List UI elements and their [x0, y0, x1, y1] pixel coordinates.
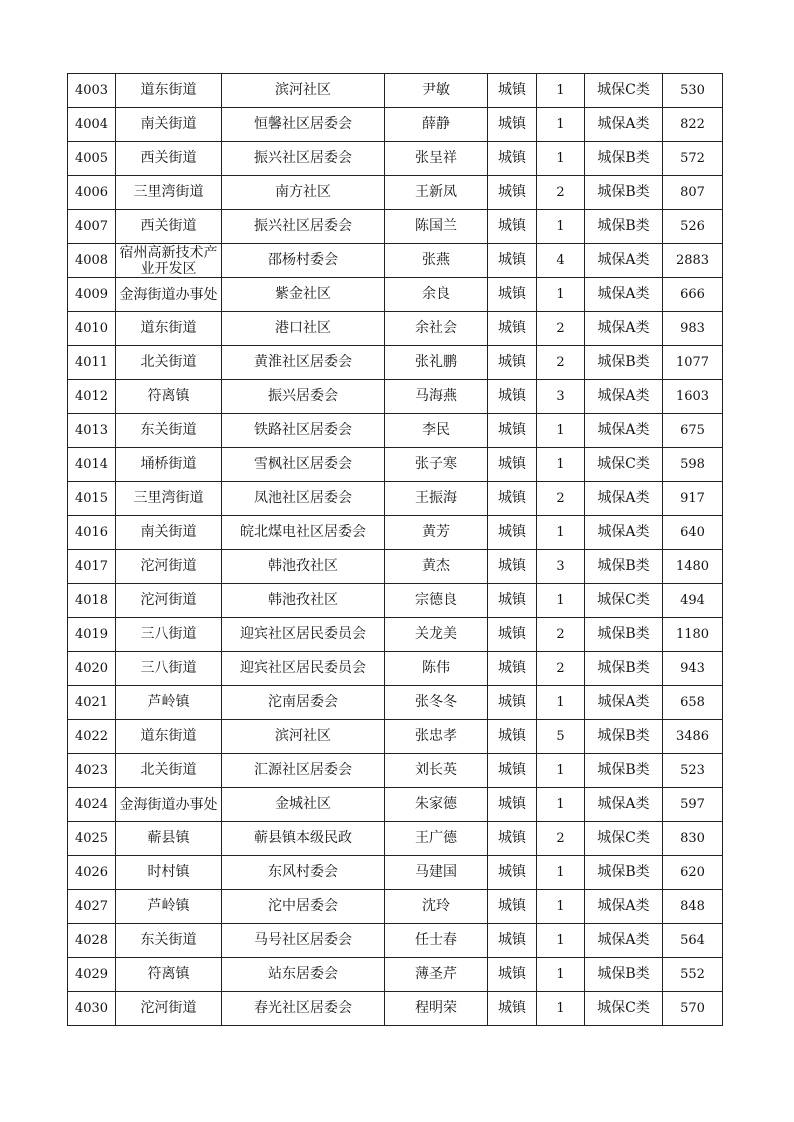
- name-cell: 沈玲: [385, 890, 488, 924]
- community-cell: 蕲县镇本级民政: [222, 822, 385, 856]
- table-row: [68, 278, 723, 312]
- community-cell: 恒馨社区居委会: [222, 108, 385, 142]
- category-cell: 城保C类: [585, 822, 663, 856]
- amount-cell: 523: [663, 754, 723, 788]
- category-cell: 城保A类: [585, 924, 663, 958]
- id-cell: 4023: [68, 754, 116, 788]
- street-cell: 埇桥街道: [116, 448, 222, 482]
- category-cell: 城保B类: [585, 176, 663, 210]
- category-cell: 城保C类: [585, 992, 663, 1026]
- category-cell: 城保B类: [585, 618, 663, 652]
- amount-cell: 2883: [663, 244, 723, 278]
- category-cell: 城保B类: [585, 754, 663, 788]
- type-cell: 城镇: [488, 312, 537, 346]
- table-row: [68, 788, 723, 822]
- amount-cell: 830: [663, 822, 723, 856]
- street-cell: 道东街道: [116, 312, 222, 346]
- type-cell: 城镇: [488, 992, 537, 1026]
- community-cell: 春光社区居委会: [222, 992, 385, 1026]
- community-cell: 港口社区: [222, 312, 385, 346]
- type-cell: 城镇: [488, 584, 537, 618]
- count-cell: 1: [537, 74, 585, 108]
- name-cell: 程明荣: [385, 992, 488, 1026]
- id-cell: 4013: [68, 414, 116, 448]
- street-cell: 芦岭镇: [116, 890, 222, 924]
- name-cell: 关龙美: [385, 618, 488, 652]
- community-cell: 金城社区: [222, 788, 385, 822]
- id-cell: 4003: [68, 74, 116, 108]
- community-cell: 东风村委会: [222, 856, 385, 890]
- amount-cell: 526: [663, 210, 723, 244]
- id-cell: 4011: [68, 346, 116, 380]
- amount-cell: 494: [663, 584, 723, 618]
- community-cell: 凤池社区居委会: [222, 482, 385, 516]
- category-cell: 城保A类: [585, 482, 663, 516]
- street-cell: 符离镇: [116, 380, 222, 414]
- street-cell: 三里湾街道: [116, 482, 222, 516]
- count-cell: 1: [537, 210, 585, 244]
- type-cell: 城镇: [488, 550, 537, 584]
- type-cell: 城镇: [488, 686, 537, 720]
- type-cell: 城镇: [488, 244, 537, 278]
- amount-cell: 666: [663, 278, 723, 312]
- street-cell: 符离镇: [116, 958, 222, 992]
- category-cell: 城保B类: [585, 142, 663, 176]
- category-cell: 城保A类: [585, 788, 663, 822]
- community-cell: 黄淮社区居委会: [222, 346, 385, 380]
- id-cell: 4018: [68, 584, 116, 618]
- name-cell: 王广德: [385, 822, 488, 856]
- type-cell: 城镇: [488, 278, 537, 312]
- type-cell: 城镇: [488, 788, 537, 822]
- amount-cell: 1180: [663, 618, 723, 652]
- amount-cell: 1603: [663, 380, 723, 414]
- count-cell: 1: [537, 448, 585, 482]
- id-cell: 4008: [68, 244, 116, 278]
- category-cell: 城保A类: [585, 380, 663, 414]
- table-row: [68, 74, 723, 108]
- count-cell: 1: [537, 414, 585, 448]
- type-cell: 城镇: [488, 754, 537, 788]
- category-cell: 城保B类: [585, 346, 663, 380]
- count-cell: 2: [537, 822, 585, 856]
- amount-cell: 572: [663, 142, 723, 176]
- community-cell: 铁路社区居委会: [222, 414, 385, 448]
- street-cell: 沱河街道: [116, 584, 222, 618]
- count-cell: 1: [537, 788, 585, 822]
- category-cell: 城保A类: [585, 890, 663, 924]
- street-cell: 东关街道: [116, 924, 222, 958]
- type-cell: 城镇: [488, 108, 537, 142]
- street-cell: 三八街道: [116, 618, 222, 652]
- id-cell: 4028: [68, 924, 116, 958]
- amount-cell: 807: [663, 176, 723, 210]
- amount-cell: 1480: [663, 550, 723, 584]
- amount-cell: 848: [663, 890, 723, 924]
- amount-cell: 3486: [663, 720, 723, 754]
- count-cell: 2: [537, 176, 585, 210]
- name-cell: 马海燕: [385, 380, 488, 414]
- id-cell: 4020: [68, 652, 116, 686]
- table-row: [68, 754, 723, 788]
- name-cell: 薛静: [385, 108, 488, 142]
- count-cell: 1: [537, 856, 585, 890]
- type-cell: 城镇: [488, 346, 537, 380]
- category-cell: 城保B类: [585, 652, 663, 686]
- amount-cell: 917: [663, 482, 723, 516]
- amount-cell: 640: [663, 516, 723, 550]
- table-row: [68, 720, 723, 754]
- community-cell: 雪枫社区居委会: [222, 448, 385, 482]
- count-cell: 1: [537, 142, 585, 176]
- count-cell: 2: [537, 618, 585, 652]
- amount-cell: 943: [663, 652, 723, 686]
- amount-cell: 570: [663, 992, 723, 1026]
- community-cell: 迎宾社区居民委员会: [222, 618, 385, 652]
- amount-cell: 564: [663, 924, 723, 958]
- amount-cell: 822: [663, 108, 723, 142]
- street-cell: 沱河街道: [116, 550, 222, 584]
- name-cell: 刘长英: [385, 754, 488, 788]
- name-cell: 任士春: [385, 924, 488, 958]
- count-cell: 1: [537, 686, 585, 720]
- table-row: [68, 618, 723, 652]
- category-cell: 城保C类: [585, 584, 663, 618]
- id-cell: 4005: [68, 142, 116, 176]
- community-cell: 紫金社区: [222, 278, 385, 312]
- type-cell: 城镇: [488, 210, 537, 244]
- type-cell: 城镇: [488, 720, 537, 754]
- type-cell: 城镇: [488, 142, 537, 176]
- name-cell: 陈国兰: [385, 210, 488, 244]
- count-cell: 1: [537, 278, 585, 312]
- table-row: [68, 210, 723, 244]
- street-cell: 北关街道: [116, 754, 222, 788]
- community-cell: 邵杨村委会: [222, 244, 385, 278]
- id-cell: 4010: [68, 312, 116, 346]
- amount-cell: 530: [663, 74, 723, 108]
- table-row: [68, 414, 723, 448]
- type-cell: 城镇: [488, 822, 537, 856]
- count-cell: 4: [537, 244, 585, 278]
- id-cell: 4027: [68, 890, 116, 924]
- street-cell: 西关街道: [116, 142, 222, 176]
- name-cell: 张呈祥: [385, 142, 488, 176]
- count-cell: 1: [537, 754, 585, 788]
- type-cell: 城镇: [488, 958, 537, 992]
- table-row: [68, 142, 723, 176]
- id-cell: 4016: [68, 516, 116, 550]
- table-row: [68, 108, 723, 142]
- type-cell: 城镇: [488, 380, 537, 414]
- count-cell: 3: [537, 550, 585, 584]
- category-cell: 城保C类: [585, 74, 663, 108]
- id-cell: 4004: [68, 108, 116, 142]
- street-cell: 道东街道: [116, 720, 222, 754]
- category-cell: 城保B类: [585, 720, 663, 754]
- community-cell: 振兴居委会: [222, 380, 385, 414]
- category-cell: 城保B类: [585, 958, 663, 992]
- name-cell: 张忠孝: [385, 720, 488, 754]
- category-cell: 城保B类: [585, 210, 663, 244]
- name-cell: 张子寒: [385, 448, 488, 482]
- id-cell: 4007: [68, 210, 116, 244]
- category-cell: 城保B类: [585, 856, 663, 890]
- community-cell: 韩池孜社区: [222, 550, 385, 584]
- type-cell: 城镇: [488, 856, 537, 890]
- count-cell: 2: [537, 652, 585, 686]
- street-cell: 道东街道: [116, 74, 222, 108]
- count-cell: 3: [537, 380, 585, 414]
- type-cell: 城镇: [488, 652, 537, 686]
- count-cell: 1: [537, 992, 585, 1026]
- amount-cell: 597: [663, 788, 723, 822]
- id-cell: 4015: [68, 482, 116, 516]
- name-cell: 王新凤: [385, 176, 488, 210]
- street-cell: 金海街道办事处: [116, 278, 222, 312]
- community-cell: 南方社区: [222, 176, 385, 210]
- table-row: [68, 312, 723, 346]
- type-cell: 城镇: [488, 176, 537, 210]
- street-cell: 北关街道: [116, 346, 222, 380]
- count-cell: 1: [537, 108, 585, 142]
- table-row: [68, 550, 723, 584]
- table-row: [68, 176, 723, 210]
- name-cell: 朱家德: [385, 788, 488, 822]
- community-cell: 皖北煤电社区居委会: [222, 516, 385, 550]
- name-cell: 陈伟: [385, 652, 488, 686]
- table-row: [68, 380, 723, 414]
- community-cell: 沱中居委会: [222, 890, 385, 924]
- name-cell: 张燕: [385, 244, 488, 278]
- community-cell: 汇源社区居委会: [222, 754, 385, 788]
- name-cell: 尹敏: [385, 74, 488, 108]
- category-cell: 城保A类: [585, 108, 663, 142]
- amount-cell: 620: [663, 856, 723, 890]
- category-cell: 城保C类: [585, 448, 663, 482]
- id-cell: 4019: [68, 618, 116, 652]
- count-cell: 1: [537, 890, 585, 924]
- table-row: [68, 924, 723, 958]
- name-cell: 张冬冬: [385, 686, 488, 720]
- count-cell: 1: [537, 924, 585, 958]
- name-cell: 张礼鹏: [385, 346, 488, 380]
- count-cell: 5: [537, 720, 585, 754]
- type-cell: 城镇: [488, 448, 537, 482]
- community-cell: 振兴社区居委会: [222, 142, 385, 176]
- table-row: [68, 448, 723, 482]
- count-cell: 1: [537, 958, 585, 992]
- category-cell: 城保B类: [585, 550, 663, 584]
- table-row: [68, 958, 723, 992]
- community-cell: 韩池孜社区: [222, 584, 385, 618]
- type-cell: 城镇: [488, 618, 537, 652]
- name-cell: 薄圣芹: [385, 958, 488, 992]
- records-table: [67, 73, 723, 1026]
- street-cell: 宿州高新技术产业开发区: [116, 244, 222, 278]
- community-cell: 滨河社区: [222, 74, 385, 108]
- category-cell: 城保A类: [585, 516, 663, 550]
- table-row: [68, 890, 723, 924]
- street-cell: 芦岭镇: [116, 686, 222, 720]
- table-row: [68, 856, 723, 890]
- name-cell: 余社会: [385, 312, 488, 346]
- category-cell: 城保A类: [585, 312, 663, 346]
- count-cell: 1: [537, 516, 585, 550]
- table-row: [68, 244, 723, 278]
- name-cell: 黄杰: [385, 550, 488, 584]
- category-cell: 城保A类: [585, 278, 663, 312]
- type-cell: 城镇: [488, 414, 537, 448]
- id-cell: 4026: [68, 856, 116, 890]
- name-cell: 黄芳: [385, 516, 488, 550]
- count-cell: 2: [537, 482, 585, 516]
- amount-cell: 598: [663, 448, 723, 482]
- community-cell: 马号社区居委会: [222, 924, 385, 958]
- street-cell: 西关街道: [116, 210, 222, 244]
- count-cell: 1: [537, 584, 585, 618]
- id-cell: 4012: [68, 380, 116, 414]
- count-cell: 2: [537, 346, 585, 380]
- count-cell: 2: [537, 312, 585, 346]
- id-cell: 4030: [68, 992, 116, 1026]
- street-cell: 东关街道: [116, 414, 222, 448]
- table-row: [68, 346, 723, 380]
- community-cell: 迎宾社区居民委员会: [222, 652, 385, 686]
- id-cell: 4006: [68, 176, 116, 210]
- category-cell: 城保A类: [585, 244, 663, 278]
- street-cell: 时村镇: [116, 856, 222, 890]
- table-row: [68, 516, 723, 550]
- street-cell: 金海街道办事处: [116, 788, 222, 822]
- street-cell: 三里湾街道: [116, 176, 222, 210]
- table-row: [68, 686, 723, 720]
- community-cell: 沱南居委会: [222, 686, 385, 720]
- amount-cell: 658: [663, 686, 723, 720]
- street-cell: 南关街道: [116, 108, 222, 142]
- id-cell: 4021: [68, 686, 116, 720]
- id-cell: 4024: [68, 788, 116, 822]
- type-cell: 城镇: [488, 516, 537, 550]
- id-cell: 4025: [68, 822, 116, 856]
- table-row: [68, 482, 723, 516]
- community-cell: 滨河社区: [222, 720, 385, 754]
- community-cell: 振兴社区居委会: [222, 210, 385, 244]
- table-body: [68, 74, 723, 1026]
- street-cell: 南关街道: [116, 516, 222, 550]
- table-row: [68, 652, 723, 686]
- category-cell: 城保A类: [585, 686, 663, 720]
- amount-cell: 983: [663, 312, 723, 346]
- table-row: [68, 822, 723, 856]
- name-cell: 余良: [385, 278, 488, 312]
- type-cell: 城镇: [488, 482, 537, 516]
- table-row: [68, 992, 723, 1026]
- category-cell: 城保A类: [585, 414, 663, 448]
- type-cell: 城镇: [488, 924, 537, 958]
- amount-cell: 552: [663, 958, 723, 992]
- id-cell: 4009: [68, 278, 116, 312]
- id-cell: 4017: [68, 550, 116, 584]
- name-cell: 王振海: [385, 482, 488, 516]
- name-cell: 马建国: [385, 856, 488, 890]
- id-cell: 4014: [68, 448, 116, 482]
- street-cell: 三八街道: [116, 652, 222, 686]
- id-cell: 4029: [68, 958, 116, 992]
- street-cell: 蕲县镇: [116, 822, 222, 856]
- id-cell: 4022: [68, 720, 116, 754]
- name-cell: 宗德良: [385, 584, 488, 618]
- community-cell: 站东居委会: [222, 958, 385, 992]
- street-cell: 沱河街道: [116, 992, 222, 1026]
- type-cell: 城镇: [488, 890, 537, 924]
- amount-cell: 675: [663, 414, 723, 448]
- name-cell: 李民: [385, 414, 488, 448]
- type-cell: 城镇: [488, 74, 537, 108]
- table-row: [68, 584, 723, 618]
- amount-cell: 1077: [663, 346, 723, 380]
